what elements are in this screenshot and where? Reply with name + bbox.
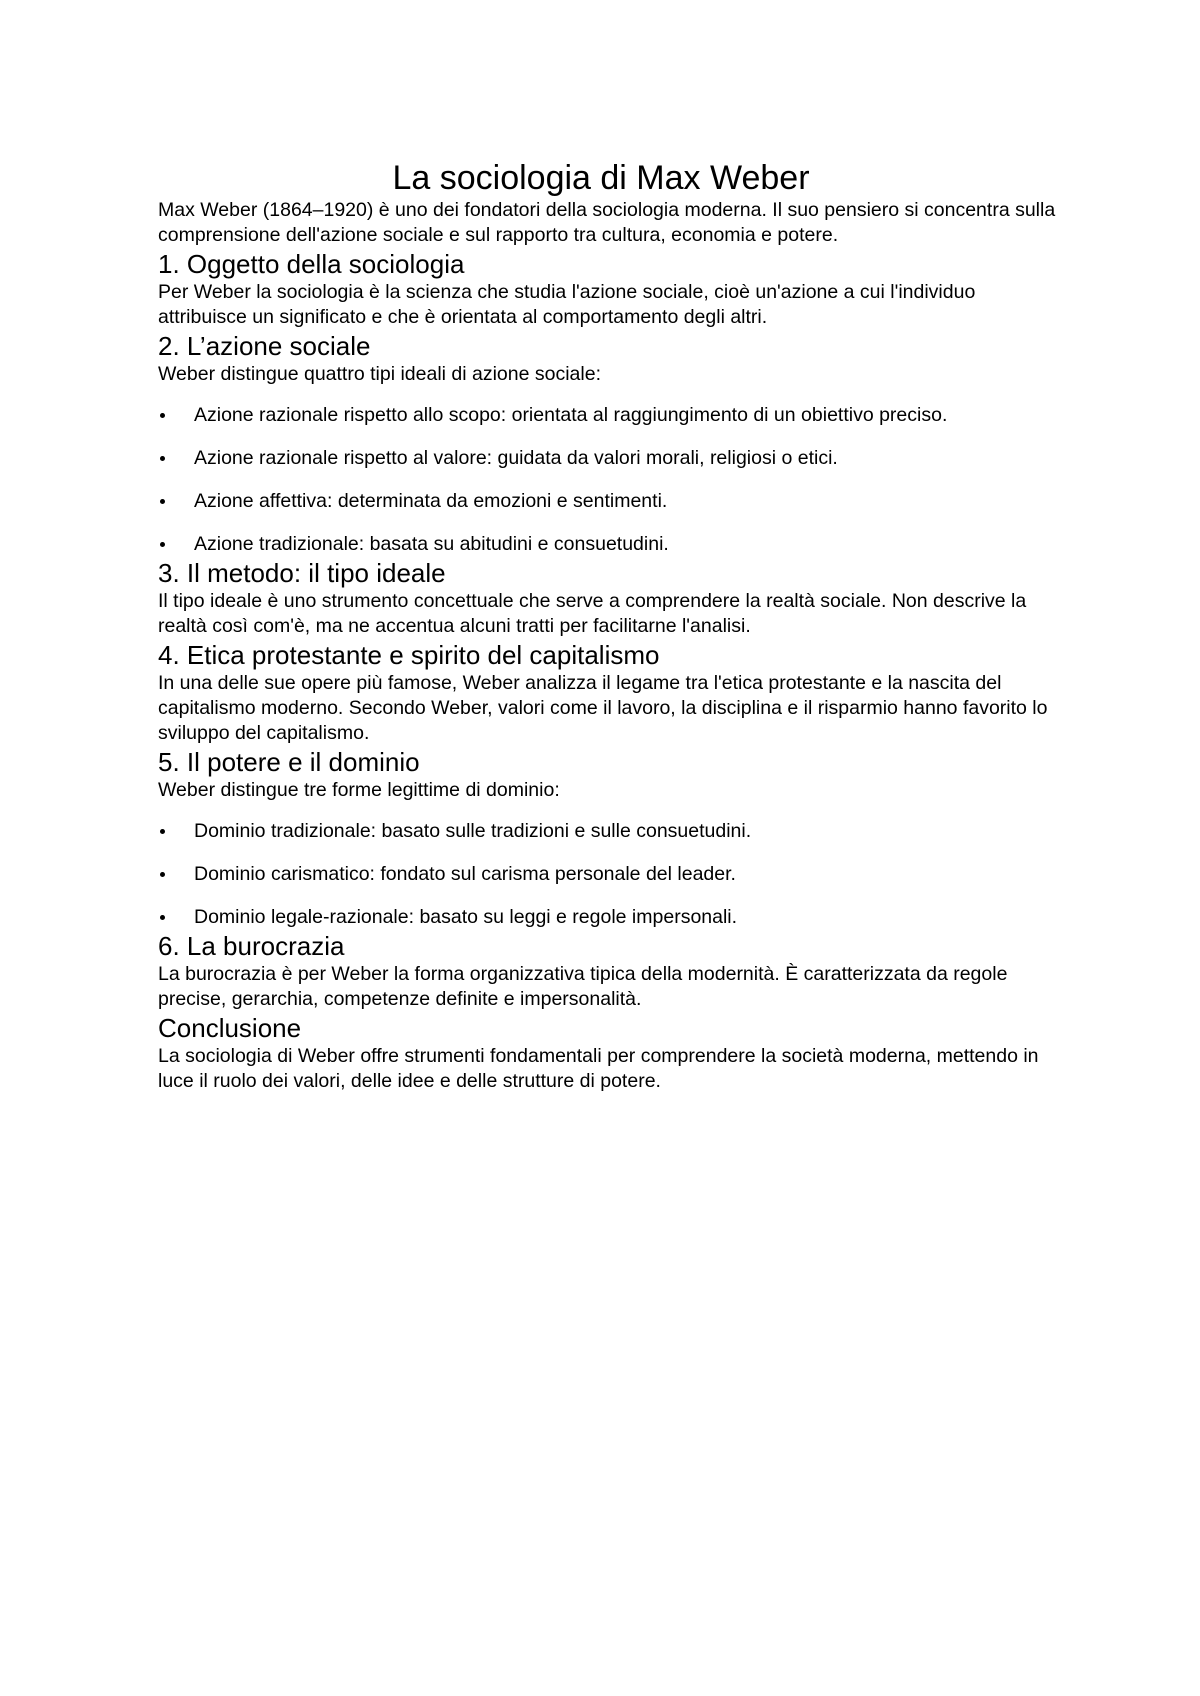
list-item-text: Dominio tradizionale: basato sulle tradizioni e sulle consuetudini.	[194, 820, 752, 842]
section-heading-oggetto: 1. Oggetto della sociologia	[158, 249, 465, 279]
section-heading-burocrazia: 6. La burocrazia	[158, 931, 345, 961]
section-heading-tipo-ideale: 3. Il metodo: il tipo ideale	[158, 558, 446, 588]
list-item-text: Azione razionale rispetto al valore: guidata da valori morali, religiosi o etici.	[194, 447, 838, 469]
bullet-icon	[160, 456, 165, 461]
list-item-text: Azione tradizionale: basata su abitudini e consuetudini.	[194, 533, 669, 555]
list-item	[158, 446, 1058, 471]
bullet-icon	[160, 915, 165, 920]
bullet-icon	[160, 499, 165, 504]
bullet-icon	[160, 829, 165, 834]
section-text-azione-sociale: Weber distingue quattro tipi ideali di azione sociale:	[158, 363, 601, 385]
dominio-types-list	[158, 819, 1058, 930]
section-heading-potere: 5. Il potere e il dominio	[158, 747, 420, 777]
list-item	[158, 532, 1058, 557]
bullet-icon	[160, 872, 165, 877]
intro-paragraph: Max Weber (1864–1920) è uno dei fondatori della sociologia moderna. Il suo pensiero si concentra sulla comprensione dell'azione sociale e sul rapporto tra cultura, economia e potere.	[158, 199, 1056, 246]
section-text-etica-protestante: In una delle sue opere più famose, Weber analizza il legame tra l'etica protestante e la nascita del capitalismo moderno. Secondo Weber, valori come il lavoro, la disciplina e il risparmio hanno favorito lo sviluppo del capitalismo.	[158, 672, 1048, 744]
bullet-icon	[160, 413, 165, 418]
document-page	[158, 158, 1058, 1094]
list-item-text: Azione razionale rispetto allo scopo: orientata al raggiungimento di un obiettivo preciso.	[194, 404, 948, 426]
section-text-conclusione: La sociologia di Weber offre strumenti fondamentali per comprendere la società moderna, mettendo in luce il ruolo dei valori, delle idee e delle strutture di potere.	[158, 1045, 1039, 1092]
document-title: La sociologia di Max Weber	[392, 159, 810, 197]
list-item-text: Dominio carismatico: fondato sul carisma personale del leader.	[194, 863, 736, 885]
section-text-tipo-ideale: Il tipo ideale è uno strumento concettuale che serve a comprendere la realtà sociale. Non descrive la realtà così com'è, ma ne accentua alcuni tratti per facilitarne l'analisi.	[158, 590, 1027, 637]
section-heading-conclusione: Conclusione	[158, 1013, 302, 1043]
azione-types-list	[158, 403, 1058, 557]
section-text-burocrazia: La burocrazia è per Weber la forma organizzativa tipica della modernità. È caratterizzata da regole precise, gerarchia, competenze definite e impersonalità.	[158, 963, 1008, 1010]
list-item	[158, 819, 1058, 844]
list-item	[158, 862, 1058, 887]
section-text-potere: Weber distingue tre forme legittime di dominio:	[158, 779, 560, 801]
section-heading-azione-sociale: 2. L’azione sociale	[158, 331, 371, 361]
list-item	[158, 403, 1058, 428]
list-item	[158, 905, 1058, 930]
list-item-text: Azione affettiva: determinata da emozioni e sentimenti.	[194, 490, 668, 512]
section-text-oggetto: Per Weber la sociologia è la scienza che studia l'azione sociale, cioè un'azione a cui l'individuo attribuisce un significato e che è orientata al comportamento degli altri.	[158, 281, 976, 328]
section-heading-etica-protestante: 4. Etica protestante e spirito del capitalismo	[158, 640, 660, 670]
list-item	[158, 489, 1058, 514]
bullet-icon	[160, 542, 165, 547]
list-item-text: Dominio legale-razionale: basato su leggi e regole impersonali.	[194, 906, 738, 928]
